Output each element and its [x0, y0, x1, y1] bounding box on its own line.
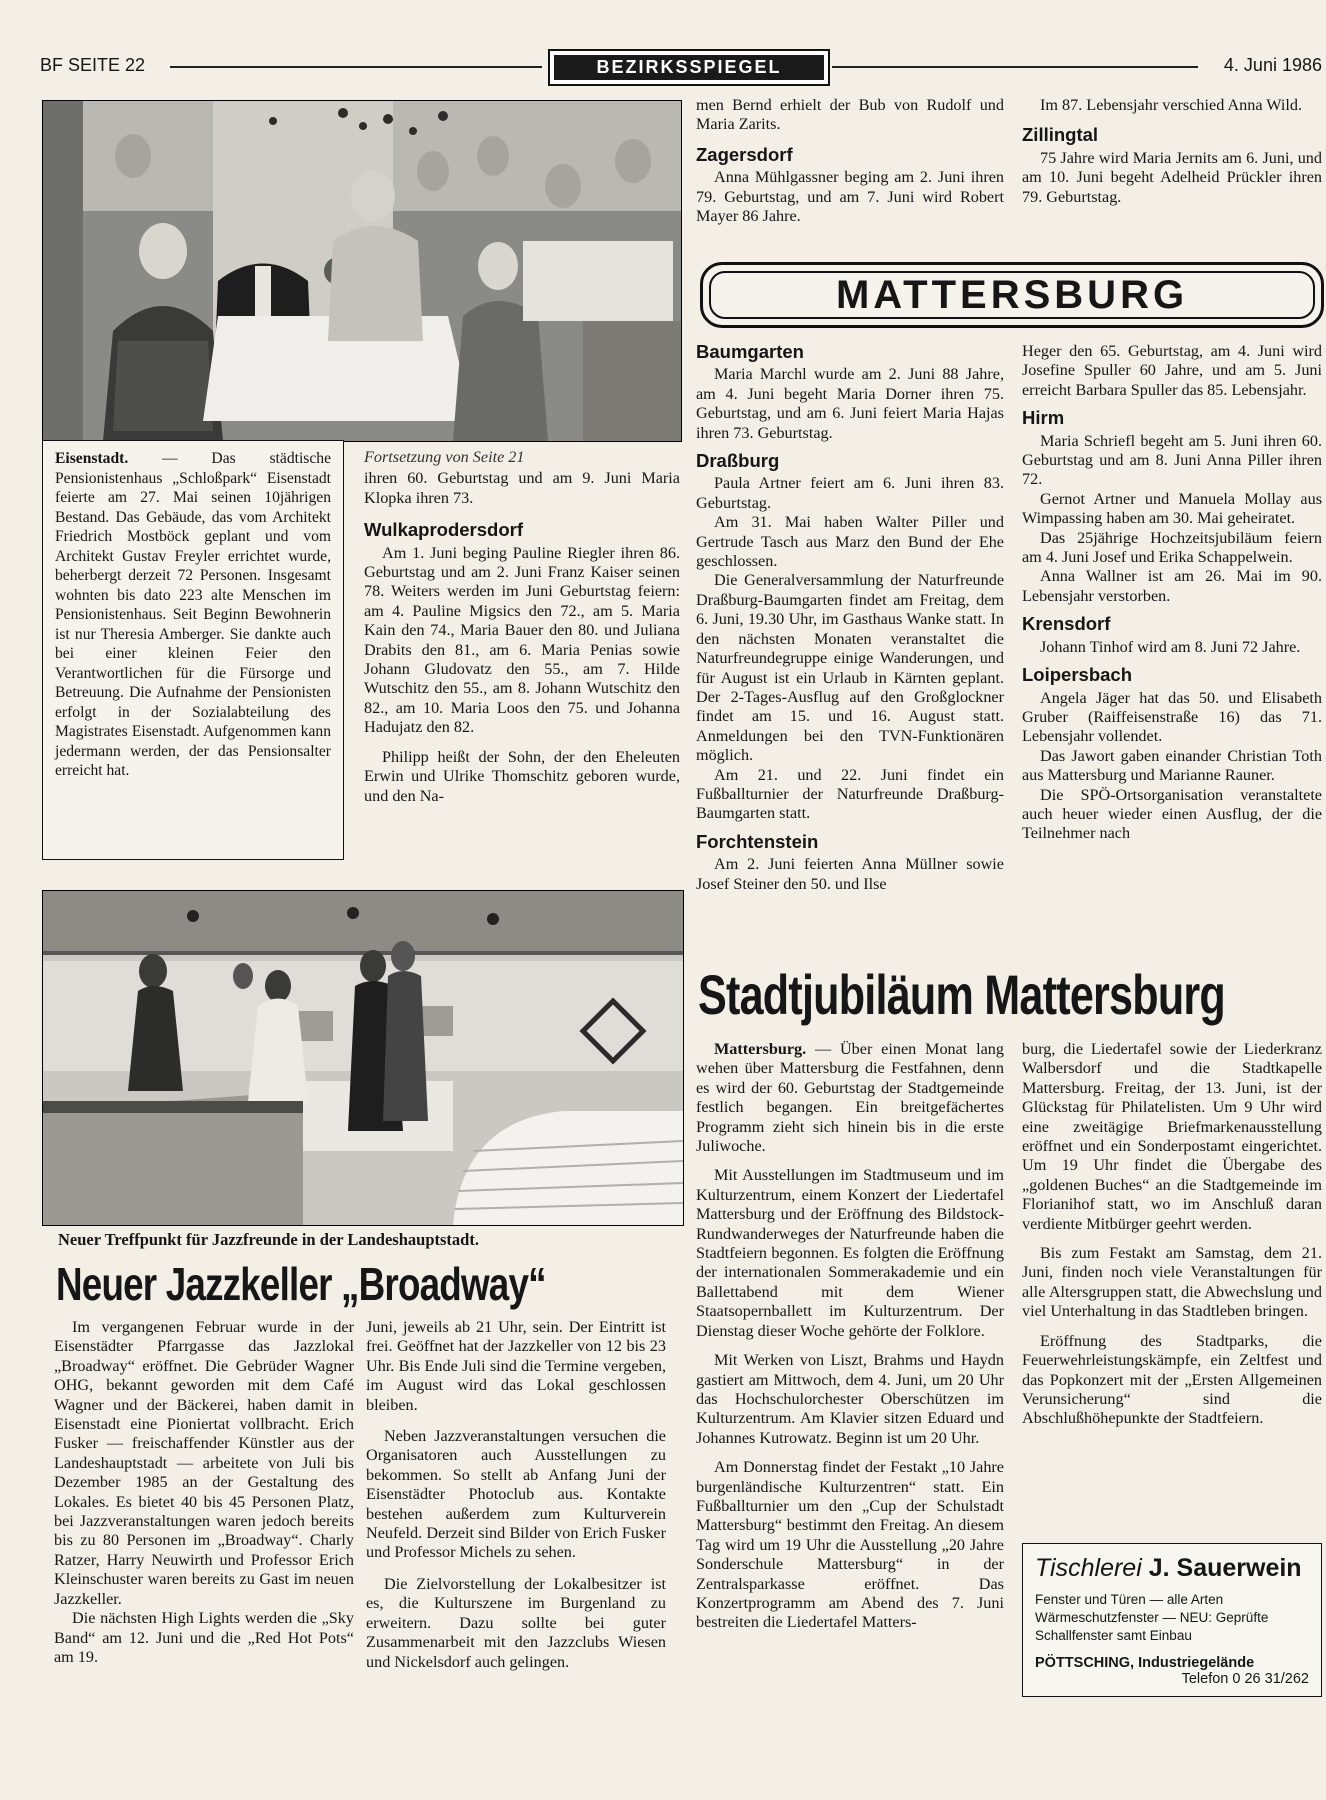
heading-forchtenstein: Forchtenstein: [696, 830, 819, 852]
stadt-column-1: [696, 1040, 1004, 1633]
drassburg-paragraph-4: Am 21. und 22. Juni findet ein Fußballturnier der Naturfreunde Draßburg-Baumgarten statt.: [696, 765, 1004, 823]
col2-paragraph: ihren 60. Geburtstag und am 9. Juni Maria Klopka ihren 73.: [364, 469, 680, 507]
heading-loipersbach: Loipersbach: [1022, 664, 1132, 686]
forchtenstein-paragraph: Am 2. Juni feierten Anna Müllner sowie Josef Steiner den 50. und Ilse: [696, 855, 1004, 893]
jazz-photo-caption: [58, 1230, 678, 1250]
hirm-paragraph-4: Anna Wallner ist am 26. Mai im 90. Lebensjahr verstorben.: [1022, 567, 1322, 605]
hirm-paragraph-2: Gernot Artner und Manuela Mollay aus Wimpassing haben am 30. Mai geheiratet.: [1022, 489, 1322, 528]
zagersdorf-paragraph: Anna Mühlgassner beging am 2. Juni ihren 79. Geburtstag, und am 7. Juni wird Robert Mayer 86 Jahre.: [696, 168, 1004, 226]
jazz-headline: Neuer Jazzkeller „Broadway“: [56, 1258, 546, 1310]
pensioner-photo: [42, 100, 682, 442]
page-label: BF SEITE 22: [40, 55, 146, 75]
stadt-paragraph-1: — Über einen Monat lang wehen über Mattersburg die Festfahnen, denn es wird der 60. Geburtstag der Stadtgemeinde festlich begangen. Ein breitgefächertes Programm zieht sich hinein bis in die erste Juliwoche.: [696, 1040, 1004, 1156]
jazz-paragraph-2: Die nächsten High Lights werden die „Sky Band“ am 12. Juni und die „Red Hot Pots“ am 19.: [54, 1609, 354, 1666]
jazz-photo-caption-text: Neuer Treffpunkt für Jazzfreunde in der Landeshauptstadt.: [58, 1230, 479, 1249]
stadt-paragraph-4: Am Donnerstag findet der Festakt „10 Jahre burgenländische Kulturzentren“ statt. Ein Fußballturnier um den „Cup der Schulstadt Mattersburg“ bestimmt den Freitag. An diesem Tag wird um 19 Uhr die Ausstellung „20 Jahre Sonderschule Mattersburg“ in der Zentralsparkasse eröffnet. Das Konzertprogramm am Abend des 7. Juni bestreiten die Liedertafel Matters-: [696, 1458, 1004, 1632]
jazzkeller-photo: [42, 890, 684, 1226]
jazz-paragraph-3: Juni, jeweils ab 21 Uhr, sein. Der Eintritt ist frei. Geöffnet hat der Jazzkeller von 12 bis 23 Uhr. Bis Ende Juli sind die Termine vergeben, im August wird das Lokal geschlossen bleiben.: [366, 1318, 666, 1414]
ad-title-bold: J. Sauerwein: [1148, 1554, 1302, 1582]
ad-text: Fenster und Türen — alle Arten Wärmeschutzfenster — NEU: Geprüfte Schallfenster samt Einbau: [1035, 1592, 1269, 1643]
tischlerei-ad: [1022, 1543, 1322, 1697]
ad-phone: Telefon 0 26 31/262: [1181, 1671, 1309, 1687]
column-2: [364, 448, 680, 806]
col4-top-paragraph: Im 87. Lebensjahr verschied Anna Wild.: [1040, 96, 1303, 114]
col4-mid-paragraph: Heger den 65. Geburtstag, am 4. Juni wird Josefine Spuller 60 Jahre, und am 5. Juni erreicht Barbara Spuller das 85. Lebensjahr.: [1022, 342, 1322, 399]
heading-wulkaprodersdorf: Wulkaprodersdorf: [364, 519, 523, 541]
page-date: 4. Juni 1986: [1223, 55, 1322, 75]
ad-title: [1035, 1554, 1309, 1583]
drassburg-paragraph-1: Paula Artner feiert am 6. Juni ihren 83. Geburtstag.: [696, 474, 1004, 512]
section-title-box: [548, 49, 830, 86]
philipp-paragraph: Philipp heißt der Sohn, der den Eheleuten Erwin und Ulrike Thomschitz geboren wurde, und den Na-: [364, 747, 680, 805]
zillingtal-paragraph: 75 Jahre wird Maria Jernits am 6. Juni, und am 10. Juni begeht Adelheid Prückler ihren 79. Geburtstag.: [1022, 148, 1322, 206]
caption-text: — Das städtische Pensionistenhaus „Schloßpark“ Eisenstadt feierte am 27. Mai seinen 10jährigen Bestand. Das Gebäude, das vom Architekt Friedrich Mostböck geplant und vom Architekt Gustav Freyler errichtet wurde, beherbergt derzeit 72 Personen. Insgesamt wohnten bis dato 223 alte Menschen im Pensionistenhaus. Seit Beginn Bewohnerin ist nur Theresia Amberger. Sie dankte auch bei einer kleinen Feier den Verantwortlichen für die Fürsorge und Betreuung. Die Aufnahme der Pensionisten erfolgt in der Sozialabteilung des Magistrates Eisenstadt. Aufgenommen kann jedermann werden, der das Pensionsalter erreicht hat.: [55, 450, 331, 779]
eisenstadt-caption-box: [42, 440, 344, 860]
stadt-paragraph-5: burg, die Liedertafel sowie der Liederkranz Walbersdorf und die Stadtkapelle Mattersburg. Freitag, der 13. Juni, ist der Glückstag für Philatelisten. Um 9 Uhr wird eine zweitägige Briefmarkenausstellung eröffnet und ein Sonderpostamt eingerichtet. Um 19 Uhr findet die Übergabe des „goldenen Buches“ an die Stadtgemeinde im Florianihof statt, wo im Anschluß daran verdiente Mitbürger geehrt werden.: [1022, 1040, 1322, 1233]
jazz-column-2: [366, 1318, 666, 1672]
column-4-mid: [1022, 342, 1322, 844]
mattersburg-banner-title: MATTERSBURG: [709, 271, 1315, 319]
loipersbach-paragraph-1: Angela Jäger hat das 50. und Elisabeth Gruber (Raiffeisenstraße 16) das 71. Lebensjahr vollendet.: [1022, 688, 1322, 746]
stadt-paragraph-6: Bis zum Festakt am Samstag, dem 21. Juni, finden noch viele Veranstaltungen für alle Altersgruppen statt, die Abwechslung und viel Unterhaltung in das Stadtleben bringen.: [1022, 1244, 1322, 1321]
caption-lead: Eisenstadt.: [55, 450, 129, 467]
hirm-paragraph-1: Maria Schriefl begeht am 5. Juni ihren 60. Geburtstag und am 8. Juni Anna Piller ihren 72.: [1022, 431, 1322, 489]
jazz-paragraph-1: Im vergangenen Februar wurde in der Eisenstädter Pfarrgasse das Jazzlokal „Broadway“ eröffnet. Die Gebrüder Wagner OHG, bekannt geworden mit dem Café Wagner und der Bäckerei, haben damit in Eisenstadt eine Pioniertat vollbracht. Erich Fusker — freischaffender Künstler aus der Landeshauptstadt — arbeitete von Juli bis Dezember 1985 an der Gestaltung des Lokales. Es bietet 40 bis 45 Personen Platz, bei Jazzveranstaltungen waren jedoch bereits bis zu 80 Personen im „Broadway“. Charly Ratzer, Harry Neuwirth und Professor Erich Kleinschuster waren bereits zu Gast im neuen Jazzkeller.: [54, 1318, 354, 1608]
jazz-paragraph-5: Die Zielvorstellung der Lokalbesitzer ist es, die Kulturszene im Burgenland zu erweitern. Dazu sollte bei guter Zusammenarbeit mit den Jazzclubs Wiesen und Nickelsdorf auch gelingen.: [366, 1574, 666, 1671]
stadt-paragraph-2: Mit Ausstellungen im Stadtmuseum und im Kulturzentrum, einem Konzert der Liedertafel Mattersburg und der Eröffnung des Bildstock-Rundwanderweges der Naturfreunde haben die Stadtfeiern begonnen. Es folgten die Eröffnung der internationalen Sommerakademie und ein Ballettabend mit dem Wiener Staatsopernballett im Kulturzentrum. Der Dienstag dieser Woche gehörte der Folklore.: [696, 1166, 1004, 1340]
jazz-column-1: [54, 1318, 354, 1667]
loipersbach-paragraph-2: Das Jawort gaben einander Christian Toth aus Mattersburg und Marianne Rauner.: [1022, 746, 1322, 785]
stadtjubilaeum-headline: Stadtjubiläum Mattersburg: [698, 963, 1225, 1026]
stadt-paragraph-7: Eröffnung des Stadtparks, die Feuerwehrleistungskämpfe, ein Zeltfest und das Popkonzert mit der „Ersten Allgemeinen Verunsicherung“ sind die Abschlußhöhepunkte der Stadtfeiern.: [1022, 1331, 1322, 1428]
ad-title-italic: Tischlerei: [1035, 1554, 1142, 1582]
stadt-lead: Mattersburg.: [714, 1040, 807, 1058]
stadt-paragraph-3: Mit Werken von Liszt, Brahms und Haydn gastiert am Mittwoch, dem 4. Juni, um 20 Uhr das Hochschulorchester Oberschützen im Kulturzentrum. Am Klavier sitzen Eduard und Johannes Kutrowatz. Beginn ist um 20 Uhr.: [696, 1351, 1004, 1447]
section-title: BEZIRKSSPIEGEL: [554, 55, 824, 80]
jazz-paragraph-4: Neben Jazzveranstaltungen versuchen die Organisatoren auch Ausstellungen zu bekommen. So stellt ab Anfang Juni der Eisenstädter Photoclub aus. Kontakte bestehen außerdem zum Kulturverein Neufeld. Derzeit sind Bilder von Erich Fusker und Professor Michels zu sehen.: [366, 1427, 666, 1562]
drassburg-paragraph-3: Die Generalversammlung der Naturfreunde Draßburg-Baumgarten findet am Freitag, dem 6. Juni, 19.30 Uhr, im Gasthaus Wanke statt. In den nächsten Monaten veranstaltet die Naturfreundegruppe einige Wanderungen, und für August ist ein Urlaub in Kärnten geplant. Der 2-Tages-Ausflug auf den Großglockner findet am 15. und 16. August statt. Anmeldungen bei den TVN-Funktionären möglich.: [696, 571, 1004, 765]
heading-drassburg: Draßburg: [696, 450, 780, 472]
mattersburg-banner: [700, 262, 1324, 328]
column-4-top: [1022, 96, 1322, 207]
heading-baumgarten: Baumgarten: [696, 341, 804, 362]
loipersbach-paragraph-3: Die SPÖ-Ortsorganisation veranstaltete auch heuer wieder einen Ausflug, der die Teilnehmer nach: [1022, 785, 1322, 843]
krensdorf-paragraph: Johann Tinhof wird am 8. Juni 72 Jahre.: [1040, 637, 1301, 656]
drassburg-paragraph-2: Am 31. Mai haben Walter Piller und Gertrude Tasch aus Marz den Bund der Ehe geschlossen.: [696, 513, 1004, 571]
col3-top-paragraph: men Bernd erhielt der Bub von Rudolf und Maria Zarits.: [696, 96, 1004, 134]
heading-zillingtal: Zillingtal: [1022, 124, 1099, 146]
heading-zagersdorf: Zagersdorf: [696, 143, 793, 165]
header-rule-right: [832, 66, 1198, 68]
baumgarten-paragraph: Maria Marchl wurde am 2. Juni 88 Jahre, am 4. Juni begeht Maria Dorner ihren 75. Geburtstag, und am 6. Juni feiert Maria Hajas ihren 73. Geburtstag.: [696, 365, 1004, 442]
column-3-top: [696, 96, 1004, 226]
continued-note: Fortsetzung von Seite 21: [364, 448, 525, 466]
column-3-mid: [696, 342, 1004, 894]
heading-krensdorf: Krensdorf: [1022, 613, 1111, 635]
stadt-column-2: [1022, 1040, 1322, 1429]
wulkaprodersdorf-paragraph: Am 1. Juni beging Pauline Riegler ihren 86. Geburtstag und am 2. Juni Franz Kaiser seinen 78. Weiters werden im Juni Geburtstag feiern: am 4. Pauline Migsics den 72., am 5. Maria Kain den 74., Maria Bauer den 80. und Juliana Drabits den 81., am 6. Maria Penias sowie Johann Gludovatz den 55., am 7. Hilde Wutschitz den 55., am 8. Johann Wutschitz den 82., am 10. Maria Loos den 75. und Johanna Hadujatz den 82.: [364, 543, 680, 737]
ad-town: PÖTTSCHING, Industriegelände: [1035, 1655, 1255, 1671]
hirm-paragraph-3: Das 25jährige Hochzeitsjubiläum feiern am 4. Juni Josef und Erika Schappelwein.: [1022, 528, 1322, 567]
heading-hirm: Hirm: [1022, 407, 1065, 429]
header-rule-left: [170, 66, 542, 68]
